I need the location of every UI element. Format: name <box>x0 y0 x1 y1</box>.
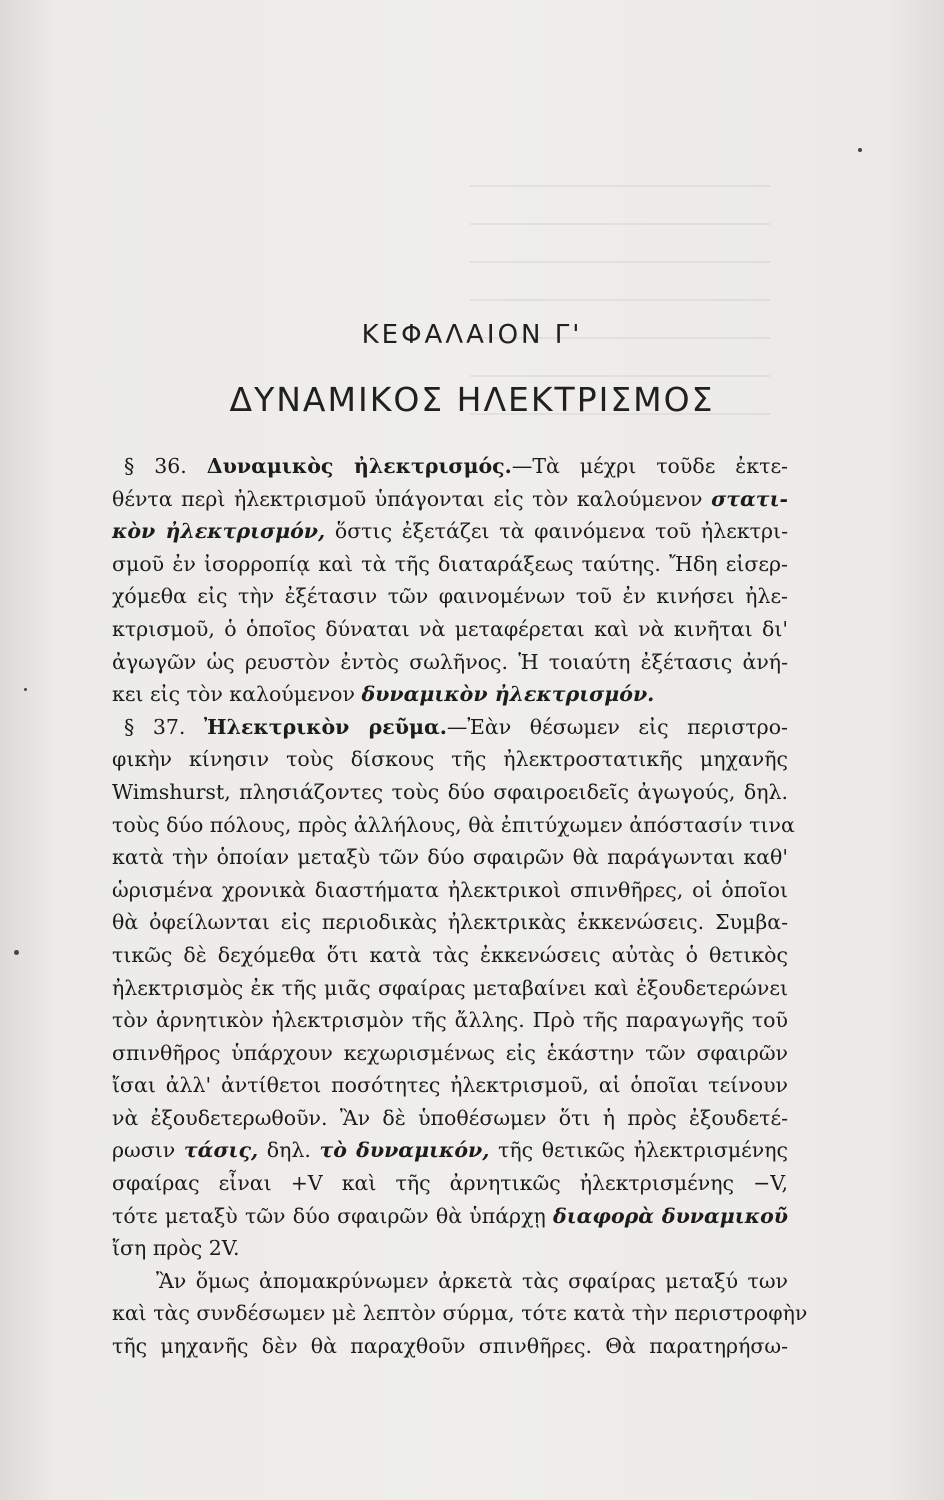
text-run: κατὰ τὴν ὁποίαν μεταξὺ τῶν δύο σφαιρῶν θὰ παράγωνται καθ' <box>112 845 788 870</box>
text-run: ἴση πρὸς 2V. <box>112 1236 240 1261</box>
text-run: χόμεθα εἰς τὴν ἐξέτασιν τῶν φαινομένων τοῦ ἐν κινήσει ἠλε- <box>112 584 788 609</box>
chapter-title: ΔΥΝΑΜΙΚΟΣ ΗΛΕΚΤΡΙΣΜΟΣ <box>229 380 715 419</box>
text-run: σπινθῆρος ὑπάρχουν κεχωρισμένως εἰς ἑκάστην τῶν σφαιρῶν <box>112 1040 788 1065</box>
text-line <box>112 743 788 776</box>
text-line <box>112 1069 788 1102</box>
text-run: τῆς μηχανῆς δὲν θὰ παραχθοῦν σπινθῆρες. Θὰ παρατηρήσω- <box>112 1334 788 1359</box>
emphasized-term: Ἠλεκτρικὸν ρεῦμα. <box>204 714 447 739</box>
text-line <box>112 1167 788 1200</box>
text-line <box>112 711 788 744</box>
emphasized-term: τὸ δυναμικόν, <box>319 1138 490 1163</box>
text-run: ἠλεκτρισμὸς ἐκ τῆς μιᾶς σφαίρας μεταβαίνει καὶ ἐξουδετερώνει <box>112 975 788 1000</box>
text-run: κει εἰς τὸν καλούμενον <box>112 682 362 707</box>
text-run: τὸν ἀρνητικὸν ἠλεκτρισμὸν τῆς ἄλλης. Πρὸ τῆς παραγωγῆς τοῦ <box>112 1008 788 1033</box>
text-run: θὰ ὀφείλωνται εἰς περιοδικὰς ἠλεκτρικὰς ἐκκενώσεις. Συμβα- <box>112 910 788 935</box>
text-line <box>112 776 788 809</box>
text-run: ἴσαι ἀλλ' ἀντίθετοι ποσότητες ἠλεκτρισμοῦ, αἱ ὁποῖαι τείνουν <box>112 1073 788 1098</box>
text-line <box>112 1232 788 1265</box>
text-run: σμοῦ ἐν ἰσορροπίᾳ καὶ τὰ τῆς διαταράξεως ταύτης. Ἤδη εἰσερ- <box>112 551 788 576</box>
text-run: καὶ τὰς συνδέσωμεν μὲ λεπτὸν σύρμα, τότε κατὰ τὴν περιστροφὴν <box>112 1301 808 1326</box>
dust-speck <box>14 950 19 955</box>
text-run: Ἂν ὅμως ἀπομακρύνωμεν ἀρκετὰ τὰς σφαίρας μεταξύ των <box>156 1268 788 1293</box>
emphasized-term: διαφορὰ δυναμικοῦ <box>553 1203 788 1228</box>
text-line <box>112 939 788 972</box>
text-line <box>112 1102 788 1135</box>
text-line <box>112 515 788 548</box>
chapter-number: ΚΕΦΑΛΑΙΟΝ Γ' <box>361 320 583 350</box>
text-run: τικῶς δὲ δεχόμεθα ὅτι κατὰ τὰς ἐκκενώσεις αὐτὰς ὁ θετικὸς <box>112 942 788 967</box>
text-line <box>112 1265 788 1298</box>
text-run: σφαίρας εἶναι +V καὶ τῆς ἀρνητικῶς ἠλεκτρισμένης −V, <box>112 1171 788 1196</box>
text-run: κτρισμοῦ, ὁ ὁποῖος δύναται νὰ μεταφέρεται καὶ νὰ κινῆται δι' <box>112 616 788 641</box>
text-line <box>112 841 788 874</box>
text-line <box>112 1037 788 1070</box>
text-line <box>112 1200 788 1233</box>
text-run: § 36. <box>124 454 207 478</box>
text-line <box>112 613 788 646</box>
text-line <box>112 646 788 679</box>
text-line <box>112 548 788 581</box>
emphasized-term: Δυναμικὸς ἠλεκτρισμός. <box>206 454 512 478</box>
text-run: τότε μεταξὺ τῶν δύο σφαιρῶν θὰ ὑπάρχῃ <box>112 1203 554 1228</box>
text-line <box>112 1297 808 1330</box>
text-run: τῆς θετικῶς ἠλεκτρισμένης <box>489 1138 788 1163</box>
dust-speck <box>24 688 27 691</box>
text-line <box>112 972 788 1005</box>
text-run: ρωσιν <box>112 1138 184 1163</box>
text-run: δηλ. <box>258 1138 320 1163</box>
text-run: νὰ ἐξουδετερωθοῦν. Ἂν δὲ ὑποθέσωμεν ὅτι ἡ πρὸς ἐξουδετέ- <box>112 1105 788 1130</box>
text-line <box>112 483 788 516</box>
emphasized-term: στατι- <box>711 486 788 511</box>
text-run: § 37. <box>124 714 205 739</box>
emphasized-term: δυναμικὸν ἠλεκτρισμόν. <box>361 682 655 707</box>
text-run: ὡρισμένα χρονικὰ διαστήματα ἠλεκτρικοὶ σπινθῆρες, οἱ ὁποῖοι <box>112 877 788 902</box>
text-line <box>112 874 788 907</box>
text-line <box>112 906 788 939</box>
text-run: —Τὰ μέχρι τοῦδε ἐκτε- <box>511 454 788 478</box>
dust-speck <box>858 148 862 152</box>
text-line <box>112 580 788 613</box>
text-run: Wimshurst, πλησιάζοντες τοὺς δύο σφαιροειδεῖς ἀγωγούς, δηλ. <box>112 779 788 804</box>
text-run: θέντα περὶ ἠλεκτρισμοῦ ὑπάγονται εἰς τὸν καλούμενον <box>112 486 712 511</box>
text-run: φικὴν κίνησιν τοὺς δίσκους τῆς ἠλεκτροστατικῆς μηχανῆς <box>112 747 788 772</box>
text-line <box>112 1134 788 1167</box>
text-line <box>112 1330 788 1363</box>
text-line <box>112 809 795 842</box>
text-run: τοὺς δύο πόλους, πρὸς ἀλλήλους, θὰ ἐπιτύχωμεν ἀπόστασίν τινα <box>112 812 795 837</box>
body-text <box>112 450 808 1363</box>
text-run: —Ἐὰν θέσωμεν εἰς περιστρο- <box>446 714 788 739</box>
emphasized-term: τάσις, <box>183 1138 259 1163</box>
text-run: ὅστις ἐξετάζει τὰ φαινόμενα τοῦ ἠλεκτρι- <box>325 519 788 544</box>
text-line <box>112 1004 788 1037</box>
text-line <box>112 678 788 711</box>
text-line <box>112 450 788 483</box>
emphasized-term: κὸν ἠλεκτρισμόν, <box>112 519 326 544</box>
text-run: ἀγωγῶν ὡς ρευστὸν ἐντὸς σωλῆνος. Ἡ τοιαύτη ἐξέτασις ἀνή- <box>112 649 788 674</box>
